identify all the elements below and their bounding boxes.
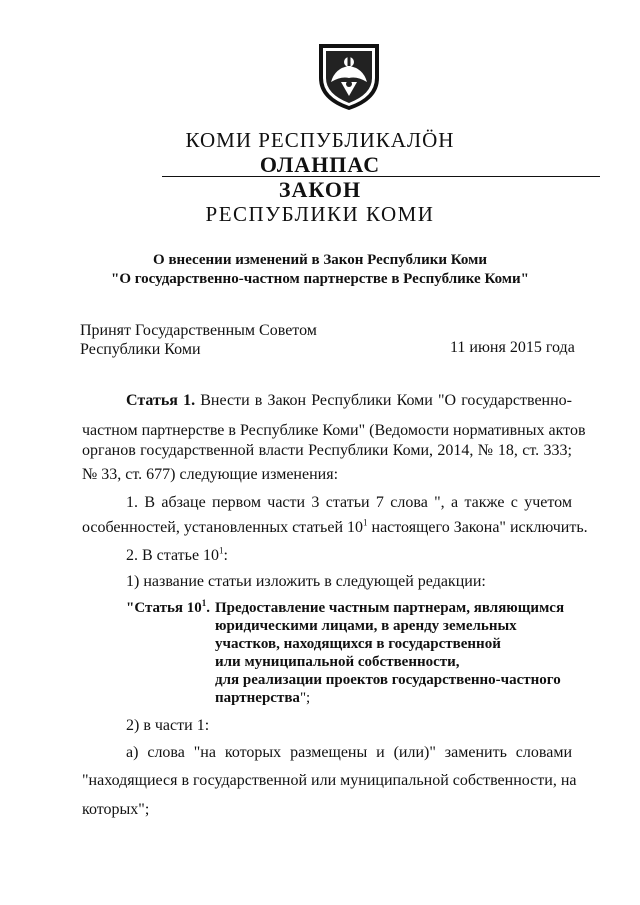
header-komi-line1: КОМИ РЕСПУБЛИКАЛÖН <box>185 128 455 152</box>
header-komi-line2: ОЛАНПАС <box>259 152 381 177</box>
paragraph-1-text: Внести в Закон Республики Коми "О государственно- <box>200 392 572 409</box>
article-heading-label-text: "Статья 10 <box>126 600 202 616</box>
header-russian-line2: РЕСПУБЛИКИ КОМИ <box>205 202 435 226</box>
article-heading-line1: Предоставление частным партнерам, являющимся <box>215 600 565 616</box>
superscript: 1 <box>201 598 207 608</box>
paragraph-1-line3: органов государственной власти Республики Коми, 2014, № 18, ст. 333; <box>82 442 572 459</box>
article-label: Статья 1. <box>126 392 196 409</box>
law-title-line2: "О государственно-частном партнерстве в Республике Коми" <box>111 271 529 287</box>
superscript: 1 <box>363 517 368 528</box>
paragraph-2-text: особенностей, установленных статьей 10 <box>82 519 363 536</box>
paragraph-4: 1) название статьи изложить в следующей редакции: <box>126 573 486 590</box>
paragraph-6-line1: а) слова "на которых размещены и (или)" заменить словами <box>126 744 572 761</box>
adoption-date: 11 июня 2015 года <box>450 339 575 356</box>
paragraph-2-line1: 1. В абзаце первом части 3 статьи 7 слова ", а также с учетом <box>126 494 572 511</box>
article-heading-line4: или муниципальной собственности, <box>215 654 460 670</box>
paragraph-5: 2) в части 1: <box>126 717 210 734</box>
article-heading-closing: "; <box>299 690 311 706</box>
superscript: 1 <box>219 545 224 556</box>
adoption-line2: Республики Коми <box>80 341 201 358</box>
article-heading-line5: для реализации проектов государственно-частного <box>215 672 561 688</box>
komi-coat-of-arms-icon <box>315 38 383 112</box>
paragraph-2-line2 <box>82 519 588 537</box>
adoption-line1: Принят Государственным Советом <box>80 322 317 339</box>
paragraph-6-line2: "находящиеся в государственной или муниципальной собственности, на <box>82 772 577 789</box>
article-heading-line3: участков, находящихся в государственной <box>215 636 501 652</box>
paragraph-6-line3: которых"; <box>82 801 150 818</box>
article-heading-line6-text: партнерства <box>215 690 300 706</box>
article-heading-label <box>126 600 210 617</box>
law-title-line1: О внесении изменений в Закон Республики Коми <box>153 252 487 268</box>
article-heading-line6 <box>215 690 310 707</box>
paragraph-1-line1 <box>126 392 572 410</box>
article-heading-label-dot: . <box>206 600 211 616</box>
paragraph-3-text: 2. В статье 10 <box>126 547 220 564</box>
article-heading-line2: юридическими лицами, в аренду земельных <box>215 618 517 634</box>
paragraph-1-line4: № 33, ст. 677) следующие изменения: <box>82 466 339 483</box>
paragraph-2-text-end: настоящего Закона" исключить. <box>367 519 588 536</box>
paragraph-1-line2: частном партнерстве в Республике Коми" (Ведомости нормативных актов <box>82 422 586 439</box>
paragraph-3-colon: : <box>223 547 228 564</box>
paragraph-3 <box>126 547 228 565</box>
header-russian-line1: ЗАКОН <box>278 177 362 202</box>
